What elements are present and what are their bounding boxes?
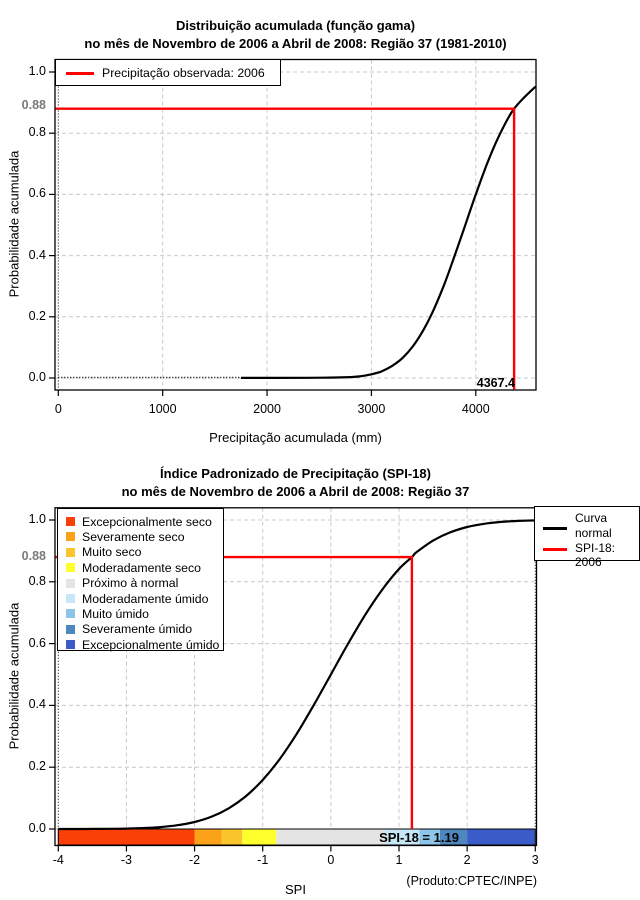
chart1-legend	[55, 59, 281, 86]
chart2-title-line2: no mês de Novembro de 2006 a Abril de 2008: Região 37	[121, 483, 470, 499]
category-swatch	[66, 579, 75, 588]
category-label: Muito seco	[82, 545, 142, 560]
red-line-sample	[543, 548, 567, 551]
category-label: Excepcionalmente seco	[82, 514, 212, 529]
credit-label: (Produto:CPTEC/INPE)	[406, 874, 537, 888]
x-tick-label: 1	[395, 852, 403, 867]
x-tick-label: 0	[327, 852, 335, 867]
x-tick-label: 1000	[148, 402, 177, 416]
x-tick-label: 3000	[357, 402, 386, 416]
legend-item-6	[66, 592, 208, 606]
y-tick-label: 0.6	[28, 186, 46, 201]
category-swatch	[66, 625, 75, 634]
chart1-y-axis-label: Probabilidade acumulada	[6, 150, 22, 298]
chart1-title	[55, 17, 536, 52]
y-tick-label: 0.8	[28, 573, 46, 588]
chart2-category-legend	[57, 508, 224, 651]
red-line-sample	[66, 72, 94, 75]
y-tick-label: 0.2	[28, 759, 46, 774]
chart1-observed-value: 4367.4	[476, 376, 515, 390]
red-threshold-line	[55, 109, 514, 390]
chart1-threshold-label: 0.88	[21, 98, 46, 112]
spi-legend-label: SPI-18: 2006	[575, 541, 616, 569]
category-swatch	[66, 548, 75, 557]
spi-colorbar-segment	[58, 829, 194, 845]
category-swatch	[66, 594, 75, 603]
x-tick-label: 3	[531, 852, 539, 867]
y-tick-label: 0.6	[28, 635, 46, 650]
chart2-curve-legend	[534, 506, 640, 569]
y-tick-label: 0.4	[28, 697, 46, 712]
category-label: Próximo à normal	[82, 576, 179, 591]
black-line-sample	[543, 527, 567, 530]
y-tick-label: 0.0	[28, 370, 46, 384]
y-tick-label: 0.4	[28, 247, 46, 262]
category-swatch	[66, 532, 75, 541]
chart2-title	[55, 465, 536, 500]
category-label: Moderadamente seco	[82, 560, 201, 575]
chart1-title-line2: no mês de Novembro de 2006 a Abril de 2008: Região 37 (1981-2010)	[84, 35, 507, 51]
x-tick-label: -1	[257, 852, 269, 867]
legend-item-9	[66, 638, 219, 652]
category-label: Moderadamente úmido	[82, 591, 209, 606]
y-tick-label: 0.0	[28, 821, 46, 835]
chart1-x-axis-label: Precipitação acumulada (mm)	[209, 430, 382, 445]
chart2-x-axis-label: SPI	[285, 882, 306, 897]
x-tick-label: -3	[120, 852, 132, 867]
spi-colorbar-segment	[276, 829, 385, 845]
curve-legend-label-line2: normal	[575, 526, 612, 540]
category-label: Severamente úmido	[82, 622, 193, 637]
spi-colorbar-segment	[222, 829, 242, 845]
legend-item-5	[66, 576, 178, 590]
x-tick-label: 0	[54, 402, 62, 416]
category-label: Muito úmido	[82, 606, 149, 621]
x-tick-label: 2	[463, 852, 471, 867]
chart2-y-axis-label: Probabilidade acumulada	[6, 602, 22, 750]
category-label: Excepcionalmente úmido	[82, 637, 220, 652]
legend-item-8	[66, 622, 192, 636]
category-label: Severamente seco	[82, 529, 185, 544]
y-tick-label: 1.0	[28, 512, 46, 526]
y-tick-label: 0.2	[28, 308, 46, 323]
spi-value-annotation: SPI-18 = 1.19	[379, 830, 459, 845]
x-tick-label: 2000	[253, 402, 281, 416]
cdf-curve	[241, 87, 536, 378]
spi-colorbar-segment	[195, 829, 222, 845]
legend-item-1	[66, 515, 212, 529]
spi-colorbar-segment	[242, 829, 276, 845]
legend-item-7	[66, 607, 149, 621]
legend-item-3	[66, 545, 141, 559]
legend-item-4	[66, 561, 201, 575]
category-swatch	[66, 640, 75, 649]
category-swatch	[66, 609, 75, 618]
y-tick-label: 1.0	[28, 64, 46, 78]
category-swatch	[66, 563, 75, 572]
category-swatch	[66, 517, 75, 526]
chart2-threshold-label: 0.88	[21, 549, 46, 563]
chart2-title-line1: Índice Padronizado de Precipitação (SPI-18)	[160, 466, 431, 481]
chart1-legend-label: Precipitação observada: 2006	[102, 66, 265, 80]
chart1-title-line1: Distribuição acumulada (função gama)	[175, 18, 416, 33]
x-tick-label: -2	[189, 852, 201, 867]
curve-legend-label-line1: Curva	[575, 511, 608, 525]
x-tick-label: 4000	[461, 402, 490, 416]
y-tick-label: 0.8	[28, 125, 46, 140]
legend-item-2	[66, 530, 185, 544]
x-tick-label: -4	[52, 852, 64, 867]
spi-colorbar-segment	[467, 829, 535, 845]
